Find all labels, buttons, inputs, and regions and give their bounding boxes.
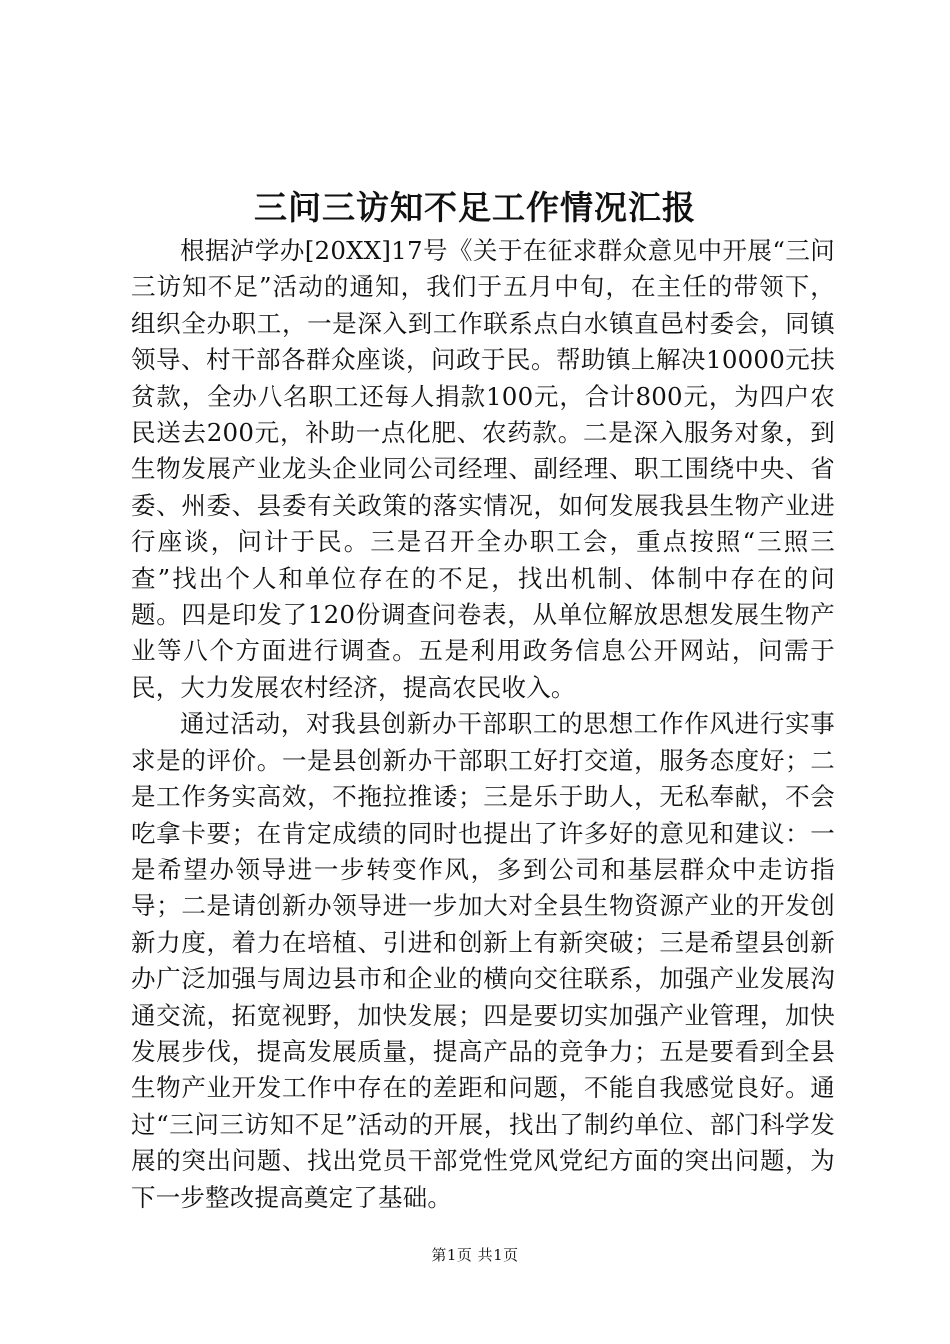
- document-title: 三问三访知不足工作情况汇报: [254, 188, 696, 227]
- page-footer: 第1页 共1页: [431, 1246, 519, 1264]
- paragraph-2: 通过活动，对我县创新办干部职工的思想工作作风进行实事求是的评价。一是县创新办干部职工好打交道，服务态度好；二是工作务实高效，不拖拉推诿；三是乐于助人，无私奉献，不会吃拿卡要；在肯定成绩的同时也提出了许多好的意见和建议：一是希望办领导进一步转变作风，多到公司和基层群众中走访指导；二是请创新办领导进一步加大对全县生物资源产业的开发创新力度，着力在培植、引进和创新上有新突破；三是希望县创新办广泛加强与周边县市和企业的横向交往联系，加强产业发展沟通交流，拓宽视野，加快发展；四是要切实加强产业管理，加快发展步伐，提高发展质量，提高产品的竞争力；五是要看到全县生物产业开发工作中存在的差距和问题，不能自我感觉良好。通过“三问三访知不足”活动的开展，找出了制约单位、部门科学发展的突出问题、找出党员干部党性党风党纪方面的突出问题，为下一步整改提高奠定了基础。: [131, 709, 835, 1212]
- document-body: [131, 233, 835, 1216]
- paragraph-1: 根据泸学办[20XX]17号《关于在征求群众意见中开展“三问三访知不足”活动的通知，我们于五月中旬，在主任的带领下，组织全办职工，一是深入到工作联系点白水镇直邑村委会，同镇领导、村干部各群众座谈，问政于民。帮助镇上解决10000元扶贫款，全办八名职工还每人捐款100元，合计800元，为四户农民送去200元，补助一点化肥、农药款。二是深入服务对象，到生物发展产业龙头企业同公司经理、副经理、职工围绕中央、省委、州委、县委有关政策的落实情况，如何发展我县生物产业进行座谈，问计于民。三是召开全办职工会，重点按照“三照三查”找出个人和单位存在的不足，找出机制、体制中存在的问题。四是印发了120份调查问卷表，从单位解放思想发展生物产业等八个方面进行调查。五是利用政务信息公开网站，问需于民，大力发展农村经济，提高农民收入。: [131, 236, 835, 702]
